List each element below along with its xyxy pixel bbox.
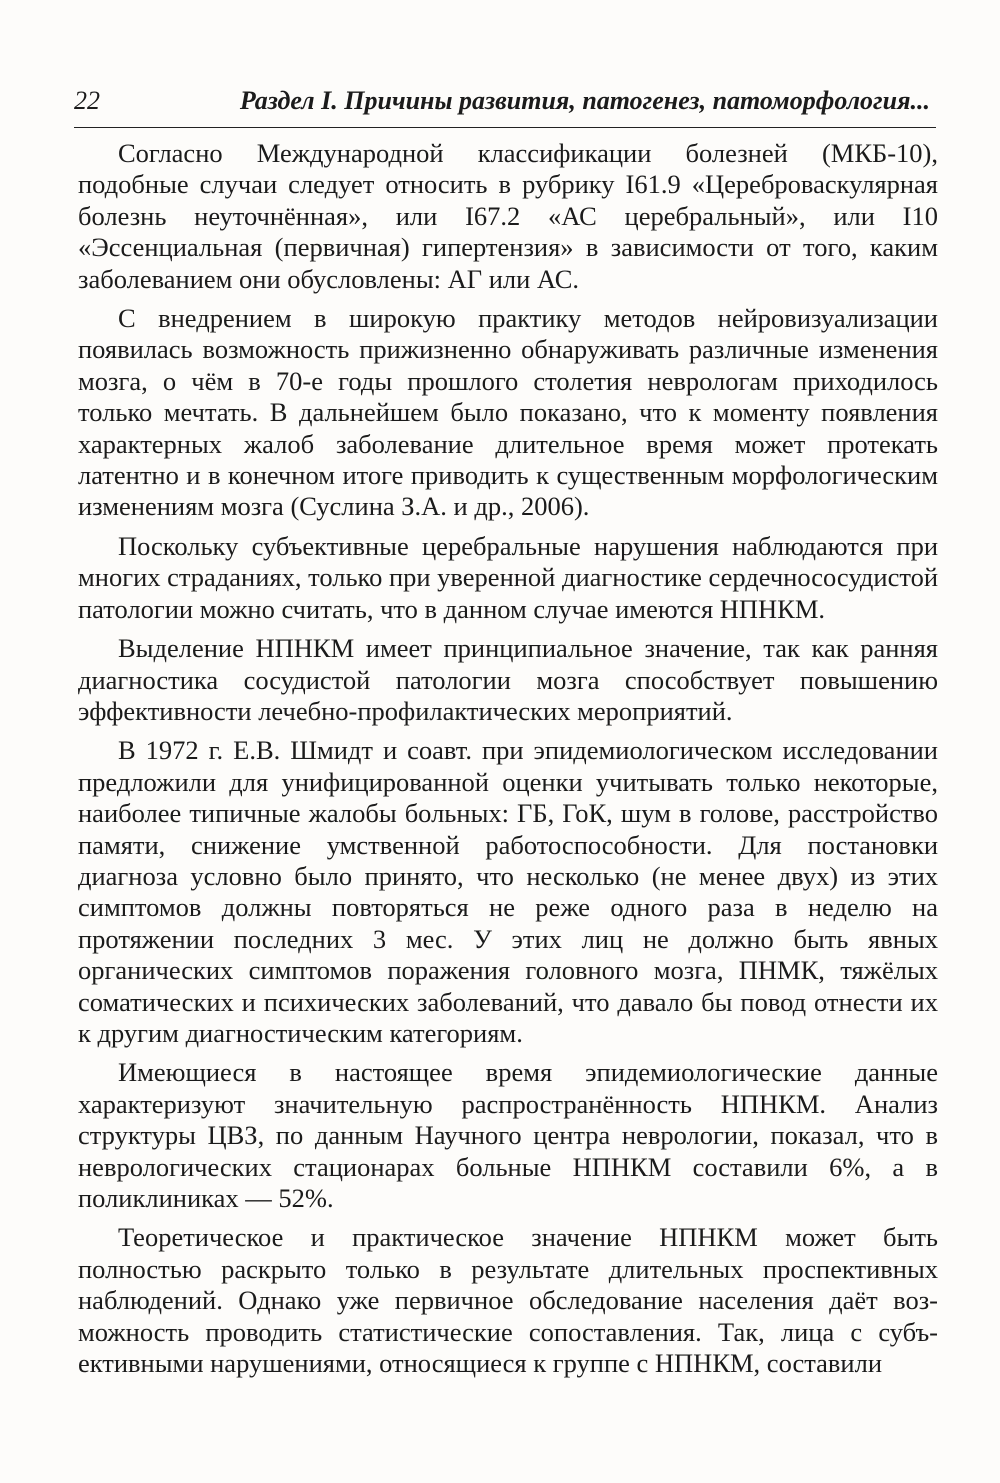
page-number: 22 [74, 86, 100, 115]
paragraph: В 1972 г. Е.В. Шмидт и соавт. при эпидемиологическом исследовании предложили для унифицированной оценки учитывать только некоторые, наиболее типичные жалобы больных: ГБ, ГоК, шум в голове, расстройство памяти, снижение умственной работоспособности. Для постановки диагноза условно было принято, что несколько (не менее двух) из этих симптомов должны повторяться не реже одного раза в неделю на протяжении последних 3 мес. У этих лиц не должно быть явных органических симптомов поражения головного мозга, ПНМК, тяжёлых соматических и психических заболеваний, что давало бы повод отнести их к другим диагностическим категориям. [78, 735, 938, 1048]
paragraph: Согласно Международной классификации болезней (МКБ-10), подобные случаи следует относить в рубрику I61.9 «Цереброваскулярная болезнь неуточнённая», или I67.2 «АС церебральный», или I10 «Эссенциальная (первичная) гипертензия» в зависимости от того, каким заболеванием они обусловлены: АГ или АС. [78, 138, 938, 294]
paragraph: Имеющиеся в настоящее время эпидемиологические данные характеризуют значительную распространённость НПНКМ. Анализ структуры ЦВЗ, по данным Научного центра неврологии, показал, что в неврологических стационарах больные НПНКМ составили 6%, а в поликлиниках — 52%. [78, 1057, 938, 1213]
paragraph: Теоретическое и практическое значение НПНКМ может быть полностью раскрыто только в результате длительных проспективных наблюдений. Однако уже первичное обследование населения даёт возможность проводить статистические сопоставления. Так, лица с субъективными нарушениями, относящиеся к группе с НПНКМ, составили [78, 1222, 938, 1379]
running-header [74, 84, 936, 124]
body-text [78, 138, 938, 1387]
paragraph: Поскольку субъективные церебральные нарушения наблюдаются при многих страданиях, только при уверенной диагностике сердечнососудистой патологии можно считать, что в данном случае имеются НПНКМ. [78, 530, 939, 624]
header-rule [74, 127, 936, 128]
paragraph: С внедрением в широкую практику методов нейровизуализации появилась возможность прижизненно обнаруживать различные изменения мозга, о чём в 70-е годы прошлого столетия неврологам приходилось только мечтать. В дальнейшем было показано, что к моменту появления характерных жалоб заболевание длительное время может протекать латентно и в конечном итоге приводить к существенным морфологическим изменениям мозга (Суслина З.А. и др., 2006). [78, 303, 938, 522]
section-title: Раздел I. Причины развития, патогенез, патоморфология... [239, 86, 930, 115]
paragraph: Выделение НПНКМ имеет принципиальное значение, так как ранняя диагностика сосудистой патологии мозга способствует повышению эффективности лечебно-профилактических мероприятий. [78, 633, 938, 726]
